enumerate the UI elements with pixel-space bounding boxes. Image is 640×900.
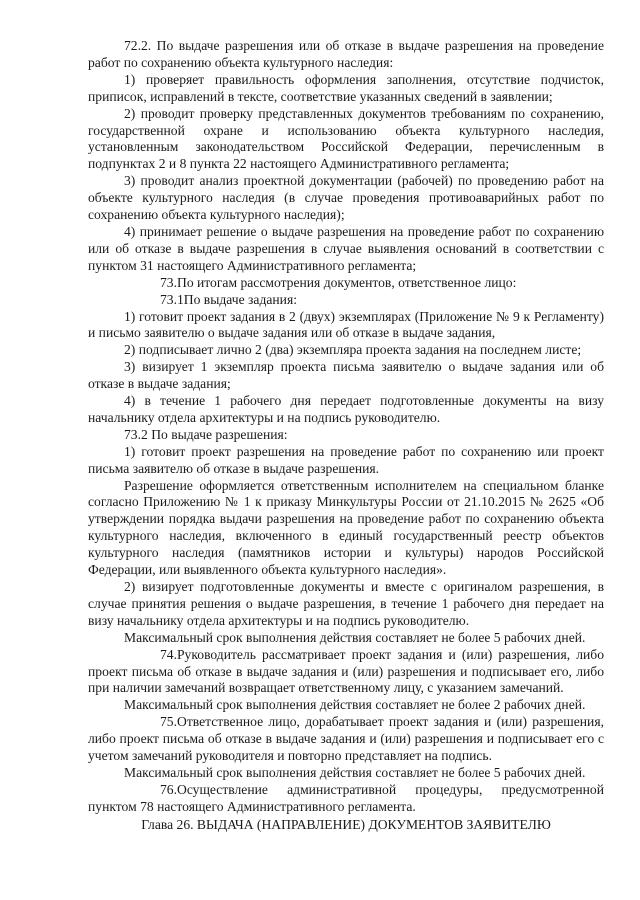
- item-74-number: 74.: [160, 646, 177, 662]
- paragraph-73-1-3: 3) визирует 1 экземпляр проекта письма заявителю о выдаче задания или об отказе в выдаче задания;: [88, 359, 604, 392]
- deadline-74: Максимальный срок выполнения действия составляет не более 2 рабочих дней.: [124, 697, 586, 713]
- paragraph-permit-form: Разрешение оформляется ответственным исполнителем на специальном бланке согласно Приложению № 1 к приказу Минкультуры России от 21.10.2015 № 2625 «Об утверждении порядка выдачи разрешения на проведение работ по сохранению объекта культурного наследия, включенного в единый государственный реестр объектов культурного наследия (памятников истории и культуры) народов Российской Федерации, или выявленного объекта культурного наследия».: [88, 477, 604, 578]
- item-73-1-number: 73.1: [160, 291, 184, 307]
- item-75-text: Ответственное лицо, дорабатывает проект задания и (или) разрешения, либо проект письма об отказе в выдаче задания и (или) разрешения и подписывает его с учетом замечаний руководителя и повторно представляет на подпись.: [88, 714, 604, 764]
- item-73-1-text: По выдаче задания:: [183, 291, 297, 307]
- paragraph-73-1-4: 4) в течение 1 рабочего дня передает подготовленные документы на визу начальнику отдела архитектуры и на подпись руководителю.: [88, 393, 604, 425]
- chapter-title: Глава 26. ВЫДАЧА (НАПРАВЛЕНИЕ) ДОКУМЕНТОВ ЗАЯВИТЕЛЮ: [141, 817, 551, 832]
- item-76-number: 76.: [160, 781, 177, 797]
- paragraph-72-2-3: 3) проводит анализ проектной документации (рабочей) по проведению работ на объекте культурного наследия (в случае проведения противоаварийных работ по сохранению объекта культурного наследия);: [88, 173, 604, 223]
- item-73-number: 73.: [160, 274, 177, 290]
- paragraph-72-2-1: 1) проверяет правильность оформления заполнения, отсутствие подчисток, приписок, исправлений в тексте, соответствие указанных сведений в заявлении;: [88, 71, 604, 104]
- item-73-1: [88, 292, 604, 309]
- item-74-text: Руководитель рассматривает проект задания и (или) разрешения, либо проект письма об отказе в выдаче задания и (или) разрешения и подписывает его, либо при наличии замечаний возвращает ответственному лицу, с указанием замечаний.: [88, 646, 604, 696]
- deadline-75: Максимальный срок выполнения действия составляет не более 5 рабочих дней.: [124, 764, 586, 780]
- item-76: [88, 782, 604, 816]
- document-body: [88, 38, 604, 816]
- paragraph-73-1-1: 1) готовит проект задания в 2 (двух) экземплярах (Приложение № 9 к Регламенту) и письмо заявителю о выдаче задания или об отказе в выдаче задания,: [88, 308, 604, 341]
- paragraph-73-2-2: 2) визирует подготовленные документы и вместе с оригиналом разрешения, в случае принятия решения о выдаче разрешения, в течение 1 рабочего дня передает на визу начальнику отдела архитектуры и на подпись руководителю.: [88, 579, 604, 628]
- item-73-2: 73.2 По выдаче разрешения:: [124, 426, 288, 442]
- item-76-text: Осуществление административной процедуры, предусмотренной пунктом 78 настоящего Административного регламента.: [88, 781, 604, 814]
- item-75-number: 75.: [160, 714, 177, 730]
- paragraph-73-2-1: 1) готовит проект разрешения на проведение работ по сохранению или проект письма заявителю об отказе в выдаче разрешения.: [88, 443, 604, 476]
- item-75: [88, 714, 604, 765]
- paragraph-72-2-4: 4) принимает решение о выдаче разрешения на проведение работ по сохранению или об отказе в выдаче разрешения в случае выявления оснований в соответствии с пунктом 31 настоящего Административного регламента;: [88, 223, 604, 273]
- paragraph-72-2-2: 2) проводит проверку представленных документов требованиям по сохранению, государственной охране и использованию объекта культурного наследия, установленным законодательством Российской Федерации, перечисленным в подпунктах 2 и 8 пункта 22 настоящего Административного регламента;: [88, 105, 604, 172]
- item-73-text: По итогам рассмотрения документов, ответственное лицо:: [177, 274, 517, 290]
- deadline-73: Максимальный срок выполнения действия составляет не более 5 рабочих дней.: [124, 629, 586, 645]
- item-73: [88, 275, 604, 292]
- paragraph-73-1-2: 2) подписывает лично 2 (два) экземпляра проекта задания на последнем листе;: [124, 342, 582, 358]
- paragraph-72-2: 72.2. По выдаче разрешения или об отказе в выдаче разрешения на проведение работ по сохранению объекта культурного наследия:: [88, 38, 604, 70]
- item-74: [88, 647, 604, 698]
